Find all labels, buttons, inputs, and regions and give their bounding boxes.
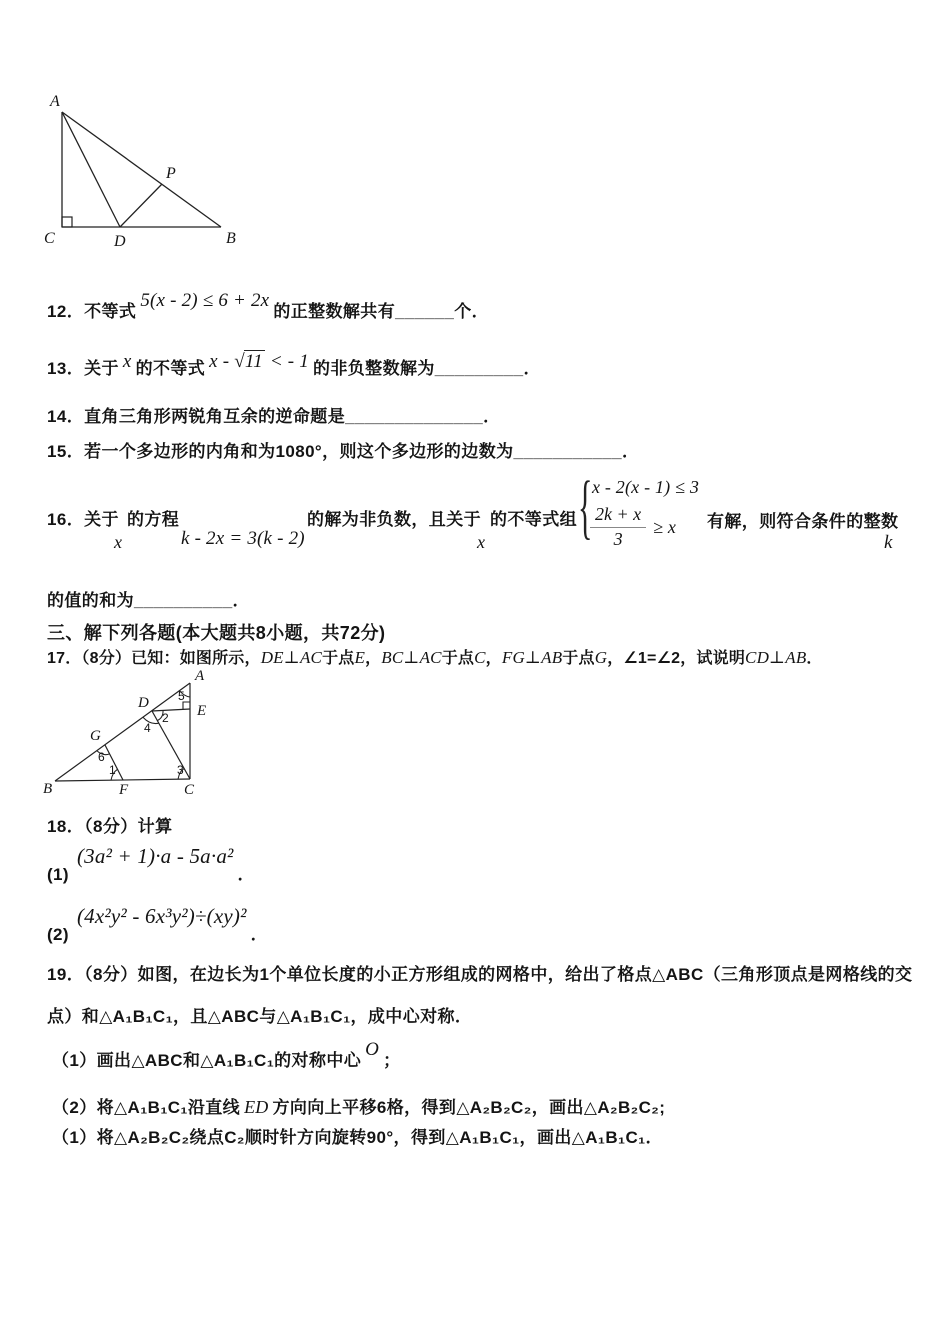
text-fragment: 于点 bbox=[441, 650, 475, 667]
q14-end: ． bbox=[483, 407, 501, 426]
q12-blank: ______ bbox=[395, 302, 455, 321]
q12-end: 个． bbox=[454, 302, 490, 321]
vertex-label-D: D bbox=[114, 233, 126, 250]
q14-blank: ______________ bbox=[345, 407, 484, 426]
angle-label-2: 2 bbox=[162, 711, 169, 725]
right-angle-mark-E bbox=[183, 702, 190, 709]
q18-item1-label: (1) bbox=[47, 865, 69, 884]
q12-post: 的正整数解共有 bbox=[273, 302, 396, 321]
q16-cn2: 的方程 bbox=[127, 510, 180, 529]
q13-lead: 13．关于 bbox=[47, 359, 119, 378]
right-angle-mark bbox=[62, 217, 72, 227]
q19-item-2 bbox=[52, 1093, 665, 1118]
q19-item-3 bbox=[52, 1123, 663, 1148]
system-brace: { bbox=[578, 468, 593, 548]
q19-item1-end: ； bbox=[383, 1051, 401, 1070]
q16-sys-line1: x - 2(x - 1) ≤ 3 bbox=[592, 477, 700, 497]
q15-blank: ___________ bbox=[513, 442, 622, 461]
question-19-line1 bbox=[47, 960, 912, 985]
question-16-cont bbox=[47, 586, 250, 611]
text-fragment: ，∠1=∠2，试说明 bbox=[607, 650, 746, 667]
q16-cn3: 的解为非负数，且关于 bbox=[307, 510, 481, 529]
q19-item1-center-O: O bbox=[365, 1039, 380, 1060]
q16-cn4: 的不等式组 bbox=[490, 510, 577, 529]
q13-blank: _________ bbox=[434, 359, 524, 378]
q13-var-x: x bbox=[122, 351, 132, 372]
question-13 bbox=[47, 351, 541, 380]
q19-item2-pre: （2）将△A₁B₁C₁沿直线 bbox=[52, 1098, 241, 1117]
q18-item-2 bbox=[47, 903, 268, 944]
math-fragment: FG⊥AB bbox=[501, 648, 563, 667]
triangle-figure-acdb bbox=[40, 90, 240, 255]
q16-lead: 16．关于 bbox=[47, 510, 119, 529]
question-12 bbox=[47, 290, 490, 323]
math-fragment: DE⊥AC bbox=[260, 648, 323, 667]
math-fragment: G bbox=[594, 648, 608, 667]
q16-cn5: 有解，则符合条件的整数 bbox=[707, 512, 899, 531]
vertex-label-D: D bbox=[138, 695, 149, 711]
triangle-figure-q17 bbox=[38, 666, 223, 796]
vertex-label-C: C bbox=[184, 782, 195, 796]
vertex-label-F: F bbox=[119, 782, 129, 796]
q16-equation: k - 2x = 3(k - 2) bbox=[181, 528, 305, 549]
math-fragment: C bbox=[474, 648, 486, 667]
q16-sys-line2 bbox=[590, 504, 676, 550]
math-fragment: CD⊥AB bbox=[745, 648, 807, 667]
text-fragment: 于点 bbox=[322, 650, 355, 667]
q16-sys-ge: ≥ x bbox=[653, 516, 677, 537]
q18-item2-end: ． bbox=[250, 925, 268, 944]
vertex-label-P: P bbox=[166, 165, 176, 182]
text-fragment: ， bbox=[365, 650, 382, 667]
q13-formula: x - √11 < - 1 bbox=[209, 351, 309, 372]
q16-cont-text: 的值的和为 bbox=[47, 591, 134, 610]
q19-text-line2: 点）和△A₁B₁C₁，且△ABC与△A₁B₁C₁，成中心对称． bbox=[47, 1007, 473, 1026]
q19-text-line1: 19．（8分）如图，在边长为1个单位长度的小正方形组成的网格中，给出了格点△ABC（三角形顶点是网格线的交 bbox=[47, 965, 913, 984]
q16-var-k: k bbox=[884, 532, 893, 553]
q19-item2-post: 方向向上平移6格，得到△A₂B₂C₂，画出△A₂B₂C₂; bbox=[272, 1098, 666, 1117]
question-19-line2 bbox=[47, 1002, 472, 1027]
q19-item-1 bbox=[52, 1039, 401, 1072]
question-17 bbox=[47, 645, 823, 668]
angle-label-3: 3 bbox=[177, 763, 184, 777]
vertex-label-B: B bbox=[226, 230, 236, 247]
q16-var-x1: x bbox=[114, 532, 123, 552]
vertex-label-G: G bbox=[90, 728, 101, 744]
fraction: $\frac{2k + x}{3}$ bbox=[590, 504, 646, 550]
q15-text: 15．若一个多边形的内角和为1080°，则这个多边形的边数为 bbox=[47, 442, 514, 461]
q19-item1-pre: （1）画出△ABC和△A₁B₁C₁的对称中心 bbox=[52, 1051, 362, 1070]
vertex-label-C: C bbox=[44, 230, 55, 247]
q18-head: 18．（8分）计算 bbox=[47, 817, 173, 836]
angle-label-4: 4 bbox=[144, 721, 151, 735]
q18-item2-formula: (4x²y² - 6x³y²)÷(xy)² bbox=[76, 904, 247, 928]
q18-item1-end: ． bbox=[237, 865, 255, 884]
vertex-label-E: E bbox=[197, 703, 207, 719]
q13-post: 的非负整数解为 bbox=[312, 359, 435, 378]
math-fragment: BC⊥AC bbox=[381, 648, 442, 667]
q18-item1-formula: (3a² + 1)·a - 5a·a² bbox=[76, 844, 234, 868]
q15-end: ． bbox=[621, 442, 640, 461]
angle-label-1: 1 bbox=[109, 763, 116, 777]
text-fragment: 17．（8分）已知：如图所示， bbox=[47, 650, 261, 667]
vertex-label-B: B bbox=[43, 781, 53, 796]
vertex-label-A: A bbox=[195, 668, 205, 684]
text-fragment: ， bbox=[485, 650, 502, 667]
question-18 bbox=[47, 812, 172, 837]
vertex-label-A: A bbox=[50, 93, 60, 110]
text-fragment: ． bbox=[806, 650, 823, 667]
q19-item2-line-ED: ED bbox=[244, 1097, 269, 1117]
text-fragment: 于点 bbox=[562, 650, 595, 667]
question-14 bbox=[47, 402, 500, 427]
q18-item-1 bbox=[47, 843, 255, 884]
q13-mid: 的不等式 bbox=[135, 359, 206, 378]
section-3-header bbox=[47, 619, 385, 645]
q19-item3-text: （1）将△A₂B₂C₂绕点C₂顺时针方向旋转90°，得到△A₁B₁C₁，画出△A₁B₁C₁． bbox=[52, 1128, 663, 1147]
q12-formula: 5(x - 2) ≤ 6 + 2x bbox=[140, 290, 270, 311]
q16-end: ． bbox=[232, 591, 250, 610]
q16-var-x2: x bbox=[477, 532, 486, 552]
q18-item2-label: (2) bbox=[47, 925, 69, 944]
q13-end: ． bbox=[523, 359, 541, 378]
q14-text: 14．直角三角形两锐角互余的逆命题是 bbox=[47, 407, 346, 426]
radical-icon: √ bbox=[234, 351, 245, 372]
angle-label-6: 6 bbox=[98, 750, 105, 764]
question-16 bbox=[0, 468, 950, 568]
q12-lead: 12．不等式 bbox=[47, 302, 137, 321]
q16-blank: __________ bbox=[134, 591, 233, 610]
angle-label-5: 5 bbox=[178, 689, 185, 703]
question-15 bbox=[47, 437, 639, 462]
math-fragment: E bbox=[354, 648, 366, 667]
section-3-title: 三、解下列各题(本大题共8小题，共72分) bbox=[47, 623, 386, 643]
